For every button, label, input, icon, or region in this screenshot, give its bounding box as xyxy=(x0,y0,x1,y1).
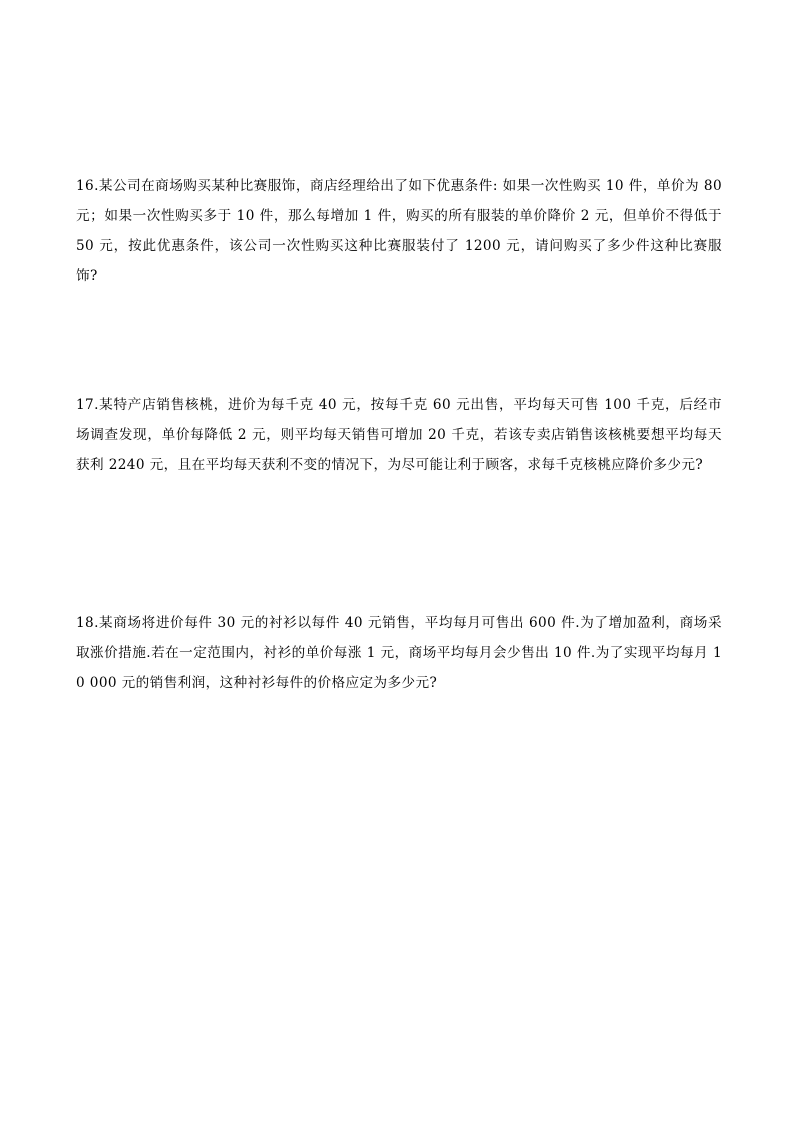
problem-17: 17.某特产店销售核桃，进价为每千克 40 元，按每千克 60 元出售，平均每天可售 100 千克，后经市场调查发现，单价每降低 2 元，则平均每天销售可增加 20 千克，若该专卖店销售该核桃要想平均每天获利 2240 元，且在平均每天获利不变的情况下，为尽可能让利于顾客，求每千克核桃应降价多少元? xyxy=(76,397,722,473)
problem-18: 18.某商场将进价每件 30 元的衬衫以每件 40 元销售，平均每月可售出 600 件.为了增加盈利，商场采取涨价措施.若在一定范围内，衬衫的单价每涨 1 元，商场平均每月会少售出 10 件.为了实现平均每月 10 000 元的销售利润，这种衬衫每件的价格应定为多少元? xyxy=(76,615,722,691)
problem-16: 16.某公司在商场购买某种比赛服饰，商店经理给出了如下优惠条件: 如果一次性购买 10 件，单价为 80 元；如果一次性购买多于 10 件，那么每增加 1 件，购买的所有服装的单价降价 2 元，但单价不得低于 50 元，按此优惠条件，该公司一次性购买这种比赛服装付了 1200 元，请问购买了多少件这种比赛服饰? xyxy=(76,178,722,284)
